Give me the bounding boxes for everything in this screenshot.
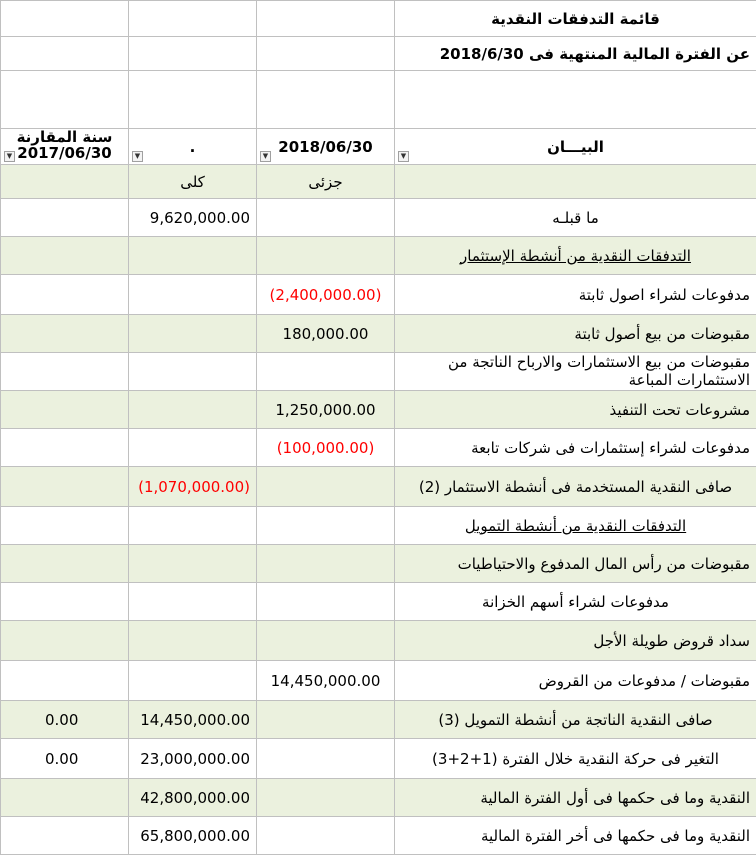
- total-cell[interactable]: 23,000,000.00: [129, 739, 257, 779]
- partial-cell[interactable]: [257, 701, 395, 739]
- partial-cell[interactable]: (100,000.00): [257, 429, 395, 467]
- comparison-cell[interactable]: [1, 817, 129, 855]
- partial-cell[interactable]: 180,000.00: [257, 315, 395, 353]
- partial-cell[interactable]: [257, 237, 395, 275]
- section-heading-investing[interactable]: التدفقات النقدية من أنشطة الإستثمار: [395, 237, 756, 275]
- comparison-cell[interactable]: [1, 661, 129, 701]
- filter-dropdown-icon[interactable]: ▼: [4, 151, 15, 162]
- cell[interactable]: [257, 37, 395, 71]
- header-col2[interactable]: [129, 129, 257, 165]
- partial-cell[interactable]: [257, 507, 395, 545]
- partial-cell[interactable]: [257, 545, 395, 583]
- label-cell[interactable]: سداد قروض طويلة الأجل: [395, 621, 756, 661]
- table-row: [1, 391, 756, 429]
- partial-cell[interactable]: 1,250,000.00: [257, 391, 395, 429]
- comparison-cell[interactable]: 0.00: [1, 701, 129, 739]
- title-row: [1, 1, 756, 37]
- label-cell[interactable]: النقدية وما فى حكمها فى أول الفترة المالية: [395, 779, 756, 817]
- total-cell[interactable]: [129, 583, 257, 621]
- comparison-cell[interactable]: [1, 391, 129, 429]
- header-comparison-year[interactable]: [1, 129, 129, 165]
- label-cell[interactable]: مدفوعات لشراء أسهم الخزانة: [395, 583, 756, 621]
- subheader-partial[interactable]: جزئى: [257, 165, 395, 199]
- comparison-cell[interactable]: [1, 199, 129, 237]
- total-cell[interactable]: [129, 353, 257, 391]
- total-cell[interactable]: [129, 391, 257, 429]
- total-cell[interactable]: (1,070,000.00): [129, 467, 257, 507]
- comparison-cell[interactable]: [1, 779, 129, 817]
- blank-row: [1, 71, 756, 129]
- subheader-total[interactable]: كلى: [129, 165, 257, 199]
- label-cell[interactable]: مقبوضات من بيع أصول ثابتة: [395, 315, 756, 353]
- label-cell[interactable]: مدفوعات لشراء اصول ثابتة: [395, 275, 756, 315]
- partial-cell[interactable]: [257, 621, 395, 661]
- table-row: [1, 739, 756, 779]
- total-cell[interactable]: [129, 507, 257, 545]
- comparison-cell[interactable]: [1, 237, 129, 275]
- cell[interactable]: [395, 165, 756, 199]
- total-cell[interactable]: [129, 237, 257, 275]
- subheader-row: [1, 165, 756, 199]
- header-statement[interactable]: [395, 129, 756, 165]
- table-row: [1, 583, 756, 621]
- comparison-cell[interactable]: [1, 429, 129, 467]
- table-row: [1, 199, 756, 237]
- header-date-text: 2018/06/30: [278, 137, 373, 156]
- table-row: [1, 779, 756, 817]
- cell[interactable]: [129, 71, 257, 129]
- cell[interactable]: [1, 165, 129, 199]
- label-cell[interactable]: مشروعات تحت التنفيذ: [395, 391, 756, 429]
- partial-cell[interactable]: (2,400,000.00): [257, 275, 395, 315]
- cell[interactable]: [129, 1, 257, 37]
- comparison-cell[interactable]: [1, 507, 129, 545]
- total-cell[interactable]: 14,450,000.00: [129, 701, 257, 739]
- filter-dropdown-icon[interactable]: ▼: [260, 151, 271, 162]
- total-cell[interactable]: [129, 661, 257, 701]
- comparison-cell[interactable]: [1, 353, 129, 391]
- section-heading-financing[interactable]: التدفقات النقدية من أنشطة التمويل: [395, 507, 756, 545]
- label-cell[interactable]: النقدية وما فى حكمها فى أخر الفترة المالية: [395, 817, 756, 855]
- comparison-cell[interactable]: [1, 621, 129, 661]
- table-row: [1, 545, 756, 583]
- cell[interactable]: [257, 71, 395, 129]
- header-comparison-line1: سنة المقارنة: [16, 128, 113, 146]
- label-cell[interactable]: [395, 353, 756, 391]
- comparison-cell[interactable]: [1, 545, 129, 583]
- label-cell[interactable]: ما قبلـه: [395, 199, 756, 237]
- header-statement-text: البيـــان: [547, 137, 604, 156]
- table-row: [1, 817, 756, 855]
- table-row: [1, 237, 756, 275]
- total-cell[interactable]: [129, 275, 257, 315]
- sheet-title[interactable]: قائمة التدفقات النقدية: [395, 1, 756, 37]
- label-cell[interactable]: مدفوعات لشراء إستثمارات فى شركات تابعة: [395, 429, 756, 467]
- label-cell[interactable]: مقبوضات / مدفوعات من القروض: [395, 661, 756, 701]
- label-cell[interactable]: صافى النقدية المستخدمة فى أنشطة الاستثمار (2): [395, 467, 756, 507]
- comparison-cell[interactable]: [1, 315, 129, 353]
- table-row: [1, 467, 756, 507]
- cell[interactable]: [395, 71, 756, 129]
- comparison-cell[interactable]: [1, 583, 129, 621]
- table-row: [1, 621, 756, 661]
- total-cell[interactable]: 65,800,000.00: [129, 817, 257, 855]
- total-cell[interactable]: [129, 621, 257, 661]
- partial-cell[interactable]: [257, 779, 395, 817]
- comparison-cell[interactable]: [1, 467, 129, 507]
- cell[interactable]: [1, 1, 129, 37]
- table-row: [1, 429, 756, 467]
- partial-cell[interactable]: [257, 817, 395, 855]
- partial-cell[interactable]: [257, 739, 395, 779]
- total-cell[interactable]: [129, 429, 257, 467]
- filter-dropdown-icon[interactable]: ▼: [398, 151, 409, 162]
- partial-cell[interactable]: [257, 583, 395, 621]
- filter-dropdown-icon[interactable]: ▼: [132, 151, 143, 162]
- table-row: [1, 661, 756, 701]
- label-cell[interactable]: صافى النقدية الناتجة من أنشطة التمويل (3): [395, 701, 756, 739]
- cell[interactable]: [257, 1, 395, 37]
- label-cell-text: مقبوضات من بيع الاستثمارات والارباح الناتجة من الاستثمارات المباعة: [447, 353, 750, 389]
- header-date[interactable]: [257, 129, 395, 165]
- total-cell[interactable]: [129, 545, 257, 583]
- total-cell[interactable]: 42,800,000.00: [129, 779, 257, 817]
- label-cell[interactable]: مقبوضات من رأس المال المدفوع والاحتياطيات: [395, 545, 756, 583]
- label-cell[interactable]: التغير فى حركة النقدية خلال الفترة (1+2+3): [395, 739, 756, 779]
- header-comparison-line2: 2017/06/30: [17, 144, 112, 162]
- table-row: [1, 507, 756, 545]
- comparison-cell[interactable]: [1, 275, 129, 315]
- partial-cell[interactable]: [257, 353, 395, 391]
- header-row: [1, 129, 756, 165]
- partial-cell[interactable]: [257, 199, 395, 237]
- table-row: [1, 353, 756, 391]
- table-row: [1, 275, 756, 315]
- total-cell[interactable]: 9,620,000.00: [129, 199, 257, 237]
- total-cell[interactable]: [129, 315, 257, 353]
- cell[interactable]: [1, 37, 129, 71]
- table-row: [1, 701, 756, 739]
- partial-cell[interactable]: 14,450,000.00: [257, 661, 395, 701]
- cell[interactable]: [129, 37, 257, 71]
- partial-cell[interactable]: [257, 467, 395, 507]
- subtitle-row: [1, 37, 756, 71]
- comparison-cell[interactable]: 0.00: [1, 739, 129, 779]
- cell[interactable]: [1, 71, 129, 129]
- sheet-subtitle[interactable]: عن الفترة المالية المنتهية فى 2018/6/30: [395, 37, 756, 71]
- header-col2-text: .: [189, 137, 196, 156]
- table-row: [1, 315, 756, 353]
